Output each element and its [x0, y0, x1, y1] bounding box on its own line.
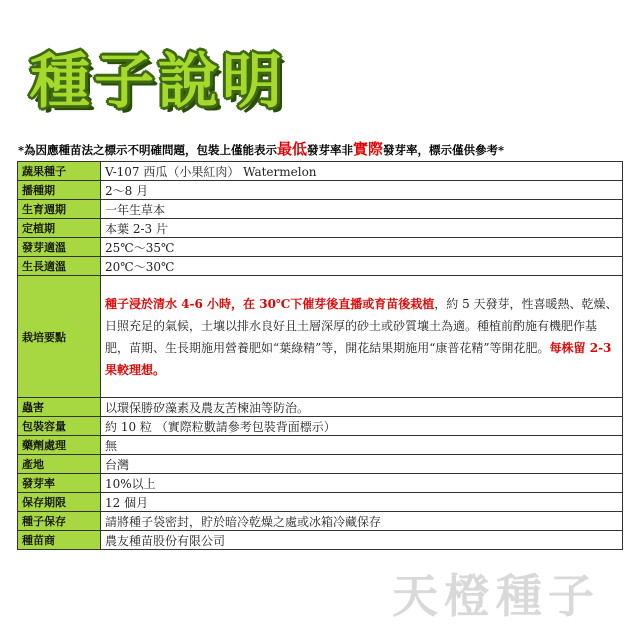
row-label-sowing: 播種期: [18, 181, 101, 200]
row-value-cycle: 一年生草本: [101, 200, 623, 219]
row-label-pests: 蟲害: [18, 398, 101, 417]
row-value-planting: 本葉 2-3 片: [101, 219, 623, 238]
row-label-storage: 種子保存: [18, 512, 101, 531]
row-label-capacity: 包裝容量: [18, 417, 101, 436]
row-label-seller: 種苗商: [18, 531, 101, 550]
notice-highlight-lowest: 最低: [277, 140, 308, 158]
table-row: [18, 276, 623, 398]
table-row: [18, 398, 623, 417]
table-row: [18, 436, 623, 455]
row-value-grow-temp: 20℃～30℃: [101, 257, 623, 276]
table-row: [18, 181, 623, 200]
row-label-germ-rate: 發芽率: [18, 474, 101, 493]
table-row: [18, 200, 623, 219]
row-label-origin: 產地: [18, 455, 101, 474]
notice-text-2: 發芽率非: [307, 143, 354, 157]
row-value-capacity: 約 10 粒 （實際粒數請參考包裝背面標示）: [101, 417, 623, 436]
row-label-cultivation: 栽培要點: [18, 276, 101, 398]
row-label-germ-temp: 發芽適溫: [18, 238, 101, 257]
row-value-variety: V-107 西瓜（小果紅肉） Watermelon: [101, 162, 623, 181]
cultivation-highlight-2: 每株留 2-3 果較理想。: [105, 340, 612, 377]
table-row: [18, 531, 623, 550]
table-row: [18, 474, 623, 493]
table-row: [18, 417, 623, 436]
row-value-cultivation: [101, 276, 623, 398]
row-label-shelf-life: 保存期限: [18, 493, 101, 512]
page-title-banner: 種子說明: [30, 47, 286, 117]
table-row: [18, 455, 623, 474]
row-value-pests: 以環保勝矽藻素及農友苦楝油等防治。: [101, 398, 623, 417]
table-row: [18, 493, 623, 512]
row-value-shelf-life: 12 個月: [101, 493, 623, 512]
row-value-treatment: 無: [101, 436, 623, 455]
row-label-variety: 蔬果種子: [18, 162, 101, 181]
notice-text-1: *為因應種苗法之標示不明確問題，包裝上僅能表示: [18, 143, 278, 157]
disclaimer-notice: [18, 138, 624, 159]
table-row: [18, 238, 623, 257]
row-value-sowing: 2～8 月: [101, 181, 623, 200]
notice-highlight-actual: 實際: [353, 140, 384, 158]
brand-watermark: 天橙種子: [392, 569, 600, 623]
cultivation-highlight-1: 種子浸於清水 4-6 小時，在 30℃下催芽後直播或育苗後栽植: [105, 296, 435, 311]
table-row: [18, 257, 623, 276]
row-value-seller: 農友種苗股份有限公司: [101, 531, 623, 550]
row-label-treatment: 藥劑處理: [18, 436, 101, 455]
seed-spec-table: [17, 161, 623, 550]
notice-text-3: 發芽率，標示僅供參考*: [383, 143, 505, 157]
cultivation-text: ，約 5 天發芽，性喜暖熱、乾燥、日照充足的氣候，土壤以排水良好且土層深厚的砂土或砂質壤土為適。種植前酌施有機肥作基肥，苗期、生長期施用營養肥如“葉綠精”等，開花結果期施用“康普花精”等開花肥。: [105, 296, 618, 355]
row-value-germ-rate: 10%以上: [101, 474, 623, 493]
table-row: [18, 219, 623, 238]
row-value-storage: 請將種子袋密封，貯於暗冷乾燥之處或冰箱冷藏保存: [101, 512, 623, 531]
row-label-planting: 定植期: [18, 219, 101, 238]
row-label-grow-temp: 生長適溫: [18, 257, 101, 276]
row-label-cycle: 生育週期: [18, 200, 101, 219]
row-value-germ-temp: 25℃～35℃: [101, 238, 623, 257]
row-value-origin: 台灣: [101, 455, 623, 474]
table-row: [18, 512, 623, 531]
table-row: [18, 162, 623, 181]
